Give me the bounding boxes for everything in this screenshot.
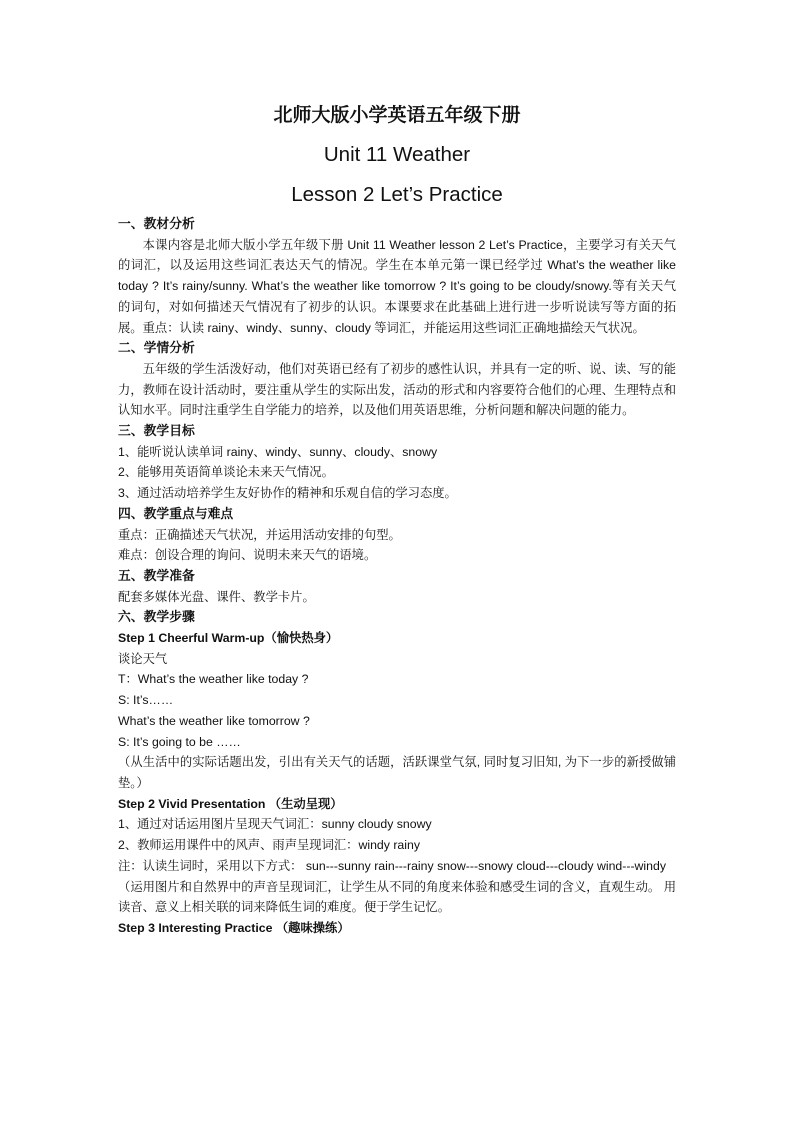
step-2-note: （运用图片和自然界中的声音呈现词汇，让学生从不同的角度来体验和感受生词的含义，直观生动。 用读音、意义上相关联的词来降低生词的难度。便于学生记忆。 [118, 879, 676, 915]
section-heading-textbook-analysis: 一、教材分析 [118, 216, 195, 231]
section-heading-student-analysis: 二、学情分析 [118, 340, 195, 356]
step-1-line: T：What’s the weather like today ? [118, 672, 309, 687]
difficult-point: 难点：创设合理的询问、说明未来天气的语境。 [118, 548, 377, 563]
step-3-heading: Step 3 Interesting Practice （趣味操练） [118, 920, 350, 935]
step-1-line: S: It’s…… [118, 693, 174, 708]
step-2-heading: Step 2 Vivid Presentation （生动呈现） [118, 796, 343, 811]
step-1-line: What’s the weather like tomorrow ? [118, 713, 310, 728]
section-heading-key-difficult-points: 四、教学重点与难点 [118, 505, 234, 521]
preparation-item: 配套多媒体光盘、课件、教学卡片。 [118, 589, 315, 604]
step-1-note: （从生活中的实际话题出发，引出有关天气的话题，活跃课堂气氛, 同时复习旧知, 为下一步的新授做铺垫。） [118, 755, 676, 790]
section-heading-teaching-objectives: 三、教学目标 [118, 423, 195, 439]
step-2-note: 注：认读生词时，采用以下方式： sun---sunny rain---rainy snow---snowy cloud---cloudy wind---windy [118, 858, 666, 873]
lesson-title: Lesson 2 Let’s Practice [291, 183, 503, 206]
objective-item: 3、通过活动培养学生友好协作的精神和乐观自信的学习态度。 [118, 486, 457, 501]
unit-title: Unit 11 Weather [323, 143, 471, 166]
objective-item: 2、能够用英语简单谈论未来天气情况。 [118, 465, 334, 480]
section-heading-teaching-steps: 六、教学步骤 [118, 609, 195, 625]
step-2-line: 2、教师运用课件中的风声、雨声呈现词汇：windy rainy [118, 838, 420, 853]
textbook-analysis-paragraph: 本课内容是北师大版小学五年级下册 Unit 11 Weather lesson 2 Let’s Practice，主要学习有关天气的词汇，以及运用这些词汇表达天气的情况。学生在本单元第一课已经学过 What’s the weather like today ? It’s rainy/sunny. What’s the weather like tomorrow ? It’s going to be cloudy/snowy.等有关天气的词句，对如何描述天气情况有了初步的认识。本课要求在此基础上进行进一步听说读写等方面的拓展。重点：认读 rainy、windy、sunny、cloudy 等词汇，并能运用这些词汇正确地描绘天气状况。 [118, 237, 676, 335]
step-1-heading: Step 1 Cheerful Warm-up（愉快热身） [118, 631, 339, 646]
document-page [118, 96, 676, 939]
step-1-line: 谈论天气 [118, 651, 168, 666]
student-analysis-paragraph: 五年级的学生活泼好动，他们对英语已经有了初步的感性认识，并具有一定的听、说、读、写的能力，教师在设计活动时，要注重从学生的实际出发，活动的形式和内容要符合他们的心理、生理特点和认知水平。同时注重学生自学能力的培养，以及他们用英语思维，分析问题和解决问题的能力。 [118, 361, 676, 418]
document-title: 北师大版小学英语五年级下册 [273, 105, 521, 126]
section-heading-preparation: 五、教学准备 [118, 567, 195, 583]
step-1-line: S: It’s going to be …… [118, 734, 241, 749]
key-point: 重点：正确描述天气状况，并运用活动安排的句型。 [118, 527, 401, 542]
objective-item: 1、能听说认读单词 rainy、windy、sunny、cloudy、snowy [118, 444, 438, 459]
step-2-line: 1、通过对话运用图片呈现天气词汇：sunny cloudy snowy [118, 817, 432, 832]
